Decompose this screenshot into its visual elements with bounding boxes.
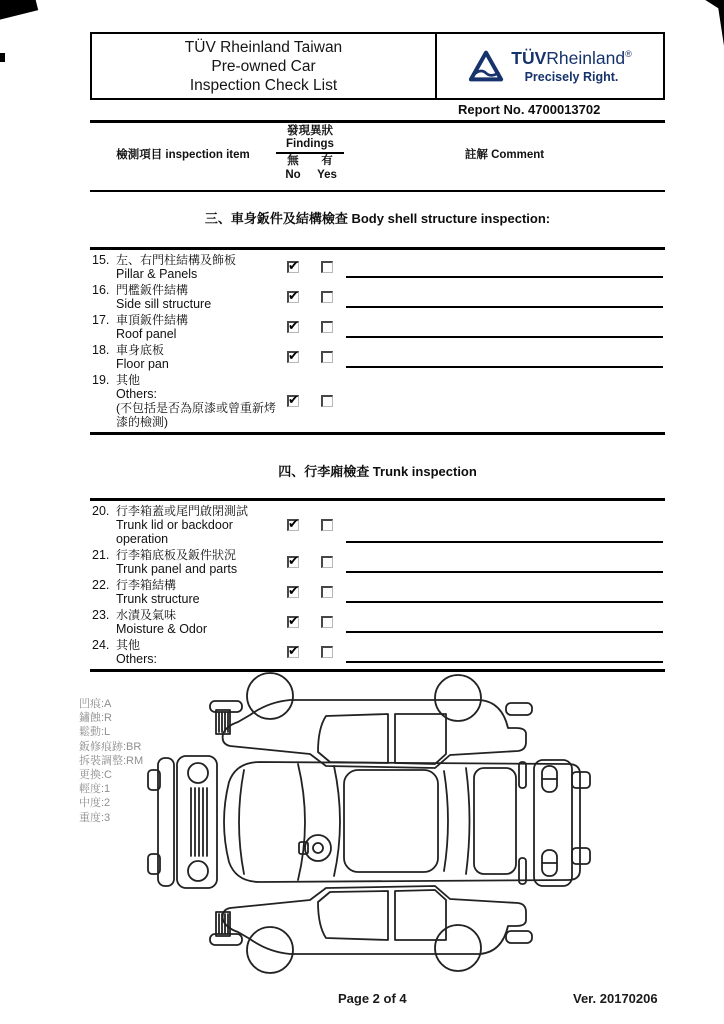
comment-cell (344, 373, 665, 429)
inspection-item-row (90, 342, 665, 372)
findings-table-header (90, 120, 665, 182)
comment-column-header: 註解 Comment (464, 148, 545, 161)
comment-line[interactable] (346, 294, 663, 308)
yes-checkbox[interactable] (321, 616, 333, 628)
item-text-en: Moisture & Odor (116, 622, 208, 636)
registered-mark: ® (625, 49, 632, 60)
car-top-side-view (210, 673, 532, 768)
item-text-zh: 車身底板 (116, 343, 165, 357)
legend-item: 輕度:1 (79, 783, 111, 796)
scan-artifact-top-left (0, 0, 38, 21)
damage-code-legend (79, 697, 143, 825)
inspection-item-row (90, 372, 665, 430)
inspection-item-row (90, 282, 665, 312)
scan-artifact-top-right (698, 0, 724, 46)
no-yes-en-row (276, 169, 344, 182)
yes-checkbox[interactable] (321, 556, 333, 568)
car-top-view (224, 762, 580, 884)
item-text (116, 343, 276, 371)
item-text-en: Trunk panel and parts (116, 562, 238, 576)
comment-line[interactable] (346, 264, 663, 278)
item-text (116, 373, 276, 429)
section-title: 三、車身鈑件及結構檢查 Body shell structure inspection: (204, 211, 551, 226)
item-number: 19. (92, 373, 110, 387)
comment-line[interactable] (346, 589, 663, 603)
no-checkbox[interactable] (287, 351, 299, 363)
no-zh-label: 無 (287, 155, 299, 167)
brand-text: TÜVRheinland® (511, 48, 632, 68)
inspection-item-row (90, 312, 665, 342)
inspection-item-row (90, 252, 665, 282)
item-text-zh: 行李箱結構 (116, 578, 177, 592)
brand-tagline: Precisely Right. (524, 70, 619, 84)
inspection-item-column-header: 檢測項目 inspection item (116, 148, 250, 161)
no-checkbox[interactable] (287, 321, 299, 333)
section-body-shell (90, 208, 665, 435)
comment-line[interactable] (346, 529, 663, 543)
comment-cell (344, 343, 665, 371)
no-checkbox[interactable] (287, 646, 299, 658)
item-text (116, 313, 276, 341)
comment-cell (344, 313, 665, 341)
item-text-en: Trunk structure (116, 592, 200, 606)
comment-line[interactable] (346, 619, 663, 633)
yes-zh-label: 有 (321, 155, 333, 167)
title-line-2: Pre-owned Car (211, 57, 316, 75)
item-text-en: Pillar & Panels (116, 267, 198, 281)
comment-cell (344, 608, 665, 636)
yes-checkbox[interactable] (321, 586, 333, 598)
header-box (90, 32, 665, 100)
comment-cell (344, 548, 665, 576)
section-title: 四、行李廂檢查 Trunk inspection (278, 464, 477, 479)
yes-checkbox[interactable] (321, 646, 333, 658)
scan-artifact-left-edge (0, 53, 5, 62)
item-text-en: Floor pan (116, 357, 169, 371)
item-text-zh: 左、右門柱結構及飾板 (116, 253, 237, 267)
legend-item: 鏽蝕:R (79, 712, 112, 725)
item-number: 23. (92, 608, 110, 622)
item-text-en: Others: (116, 387, 157, 401)
item-text-zh: 其他 (116, 638, 141, 652)
findings-column-header (276, 125, 344, 182)
item-number: 21. (92, 548, 110, 562)
item-text (116, 253, 276, 281)
no-yes-zh-row (276, 155, 344, 168)
item-text-zh: 行李箱蓋或尾門啟閉測試 (116, 504, 249, 518)
title-line-3: Inspection Check List (189, 76, 338, 94)
item-number: 24. (92, 638, 110, 652)
report-number: Report No. 4700013702 (458, 102, 601, 117)
item-number: 22. (92, 578, 110, 592)
comment-line[interactable] (346, 354, 663, 368)
item-number: 15. (92, 253, 110, 267)
footer-version: Ver. 20170206 (573, 991, 658, 1006)
yes-checkbox[interactable] (321, 395, 333, 407)
section-table (90, 247, 665, 435)
legend-item: 凹痕:A (79, 698, 112, 710)
item-number: 17. (92, 313, 110, 327)
item-text-en: Side sill structure (116, 297, 212, 311)
header-divider-line (90, 190, 665, 192)
yes-checkbox[interactable] (321, 351, 333, 363)
comment-cell (344, 283, 665, 311)
item-text-zh: 門檻鈑件結構 (116, 283, 189, 297)
section-trunk (90, 461, 665, 672)
item-text (116, 578, 276, 606)
inspection-item-row (90, 607, 665, 637)
legend-item: 更換:C (79, 769, 112, 782)
title-line-1: TÜV Rheinland Taiwan (184, 38, 343, 56)
no-checkbox[interactable] (287, 291, 299, 303)
item-text-zh: 行李箱底板及鈑件狀況 (116, 548, 237, 562)
item-text-en: Trunk lid or backdoor operation (116, 518, 233, 546)
comment-line[interactable] (346, 559, 663, 573)
yes-checkbox[interactable] (321, 261, 333, 273)
legend-item: 鈑修痕跡:BR (79, 740, 142, 753)
inspection-item-row (90, 577, 665, 607)
item-number: 20. (92, 504, 110, 518)
comment-line[interactable] (346, 324, 663, 338)
item-number: 18. (92, 343, 110, 357)
item-text-zh: 車頂鈑件結構 (116, 313, 189, 327)
brand-logo (437, 34, 663, 98)
item-text (116, 504, 276, 546)
item-text-en: Roof panel (116, 327, 177, 341)
no-checkbox[interactable] (287, 261, 299, 273)
car-diagram (140, 660, 640, 980)
section-table (90, 498, 665, 672)
document-content (90, 32, 665, 672)
yes-checkbox[interactable] (321, 321, 333, 333)
comment-cell (344, 578, 665, 606)
item-note: (不包括是否為原漆或曾重新烤漆的檢測) (116, 401, 276, 429)
yes-en-label: Yes (317, 169, 337, 181)
page-title (92, 34, 437, 98)
no-checkbox[interactable] (287, 519, 299, 531)
inspection-item-row (90, 503, 665, 547)
item-text-en: Others: (116, 652, 157, 666)
no-checkbox[interactable] (287, 616, 299, 628)
no-en-label: No (285, 169, 301, 181)
tuv-triangle-logo-icon (468, 50, 504, 82)
legend-item: 中度:2 (79, 797, 111, 810)
findings-en-label: Findings (276, 138, 344, 154)
footer-page-number: Page 2 of 4 (338, 991, 407, 1006)
item-text-zh: 其他 (116, 373, 141, 387)
comment-cell (344, 504, 665, 546)
no-checkbox[interactable] (287, 586, 299, 598)
legend-item: 拆裝調整:RM (79, 754, 144, 767)
legend-item: 鬆動:L (79, 726, 111, 739)
comment-cell (344, 253, 665, 281)
item-text (116, 548, 276, 576)
car-bottom-side-view (210, 886, 532, 973)
no-checkbox[interactable] (287, 395, 299, 407)
yes-checkbox[interactable] (321, 291, 333, 303)
car-front-view (148, 756, 217, 888)
item-number: 16. (92, 283, 110, 297)
no-checkbox[interactable] (287, 556, 299, 568)
item-text (116, 283, 276, 311)
item-text (116, 608, 276, 636)
inspection-item-row (90, 547, 665, 577)
car-rear-view (534, 760, 590, 886)
legend-item: 重度:3 (79, 811, 111, 824)
item-text-zh: 水漬及氣味 (116, 608, 177, 622)
yes-checkbox[interactable] (321, 519, 333, 531)
findings-zh-label: 發現異狀 (287, 125, 333, 137)
